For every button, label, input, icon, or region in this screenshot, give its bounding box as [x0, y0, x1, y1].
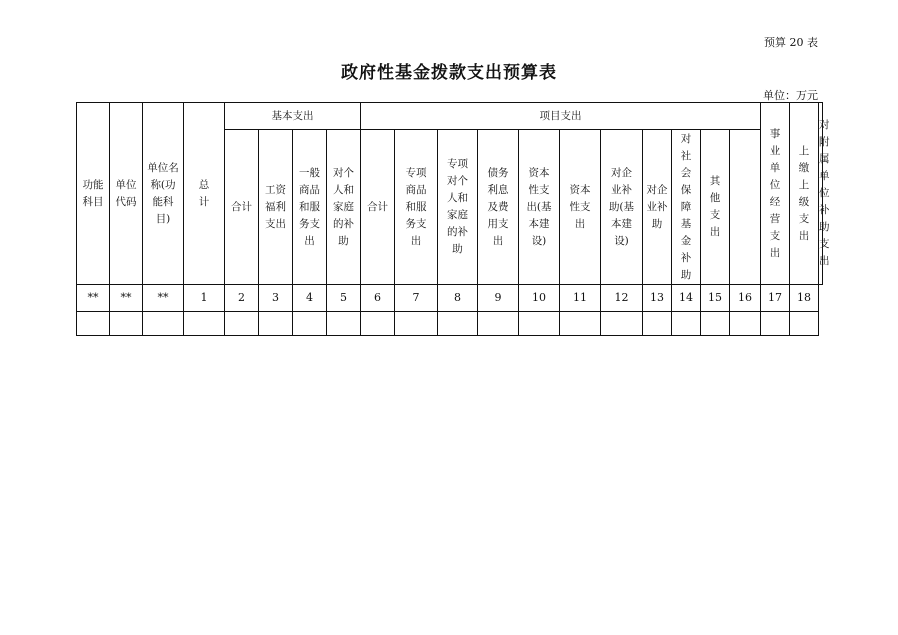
data-cell — [293, 312, 327, 336]
header-func-subject: 功能 科目 — [77, 103, 110, 285]
index-cell: 17 — [761, 285, 790, 312]
data-cell — [259, 312, 293, 336]
data-cell — [225, 312, 259, 336]
data-cell — [327, 312, 361, 336]
index-cell: 2 — [225, 285, 259, 312]
index-cell: 16 — [730, 285, 761, 312]
data-cell — [672, 312, 701, 336]
header-proj-subsidy: 专项 对个 人和 家庭 的补 助 — [438, 130, 478, 285]
header-basic-goods: 一般 商品 和服 务支 出 — [293, 130, 327, 285]
index-cell: 15 — [701, 285, 730, 312]
header-proj-social-security: 对 社 会 保 障 基 金 补 助 — [672, 130, 701, 285]
index-cell: ** — [77, 285, 110, 312]
data-cell — [643, 312, 672, 336]
index-cell: 3 — [259, 285, 293, 312]
group-project-expenditure: 项目支出 — [361, 103, 761, 130]
index-cell: 11 — [560, 285, 601, 312]
index-cell: 10 — [519, 285, 560, 312]
form-number: 预算 20 表 — [764, 36, 818, 49]
index-cell: 6 — [361, 285, 395, 312]
page-title: 政府性基金拨款支出预算表 — [341, 63, 557, 83]
header-affiliated: 对 附 属 单 位 补 助 支 出 — [819, 103, 823, 285]
data-cell — [730, 312, 761, 336]
index-cell: ** — [143, 285, 184, 312]
header-proj-enterprise: 对企 业补 助 — [643, 130, 672, 285]
header-basic-salary: 工资 福利 支出 — [259, 130, 293, 285]
data-cell — [761, 312, 790, 336]
unit-label: 单位：万元 — [763, 89, 818, 102]
header-basic-total: 合计 — [225, 130, 259, 285]
index-cell: 1 — [184, 285, 225, 312]
data-cell — [110, 312, 143, 336]
index-cell: 12 — [601, 285, 643, 312]
header-proj-debt: 债务 利息 及费 用支 出 — [478, 130, 519, 285]
group-basic-expenditure: 基本支出 — [225, 103, 361, 130]
data-cell — [560, 312, 601, 336]
index-cell: 13 — [643, 285, 672, 312]
index-cell: 8 — [438, 285, 478, 312]
header-proj-other: 其 他 支 出 — [701, 130, 730, 285]
data-cell — [143, 312, 184, 336]
data-cell — [701, 312, 730, 336]
header-proj-goods: 专项 商品 和服 务支 出 — [395, 130, 438, 285]
data-cell — [395, 312, 438, 336]
header-ops: 事 业 单 位 经 营 支 出 — [761, 103, 790, 285]
data-cell — [361, 312, 395, 336]
budget-table — [76, 102, 830, 336]
data-cell — [438, 312, 478, 336]
index-cell: 7 — [395, 285, 438, 312]
index-row — [77, 285, 823, 312]
index-cell: 5 — [327, 285, 361, 312]
header-unit-name: 单位名 称(功 能科 目) — [143, 103, 184, 285]
header-upper: 上 缴 上 级 支 出 — [790, 103, 819, 285]
index-cell: ** — [110, 285, 143, 312]
header-basic-subsidy: 对个 人和 家庭 的补 助 — [327, 130, 361, 285]
index-cell: 14 — [672, 285, 701, 312]
header-proj-capital-construct: 资本 性支 出(基 本建 设) — [519, 130, 560, 285]
index-cell: 9 — [478, 285, 519, 312]
index-cell: 4 — [293, 285, 327, 312]
index-cell: 18 — [790, 285, 819, 312]
header-total: 总 计 — [184, 103, 225, 285]
data-cell — [184, 312, 225, 336]
header-proj-enterprise-construct: 对企 业补 助(基 本建 设) — [601, 130, 643, 285]
data-cell — [790, 312, 819, 336]
header-proj-total: 合计 — [361, 130, 395, 285]
data-cell — [601, 312, 643, 336]
header-unit-code: 单位 代码 — [110, 103, 143, 285]
table-row — [77, 312, 823, 336]
data-cell — [519, 312, 560, 336]
data-cell — [478, 312, 519, 336]
header-proj-capital: 资本 性支 出 — [560, 130, 601, 285]
data-cell — [77, 312, 110, 336]
